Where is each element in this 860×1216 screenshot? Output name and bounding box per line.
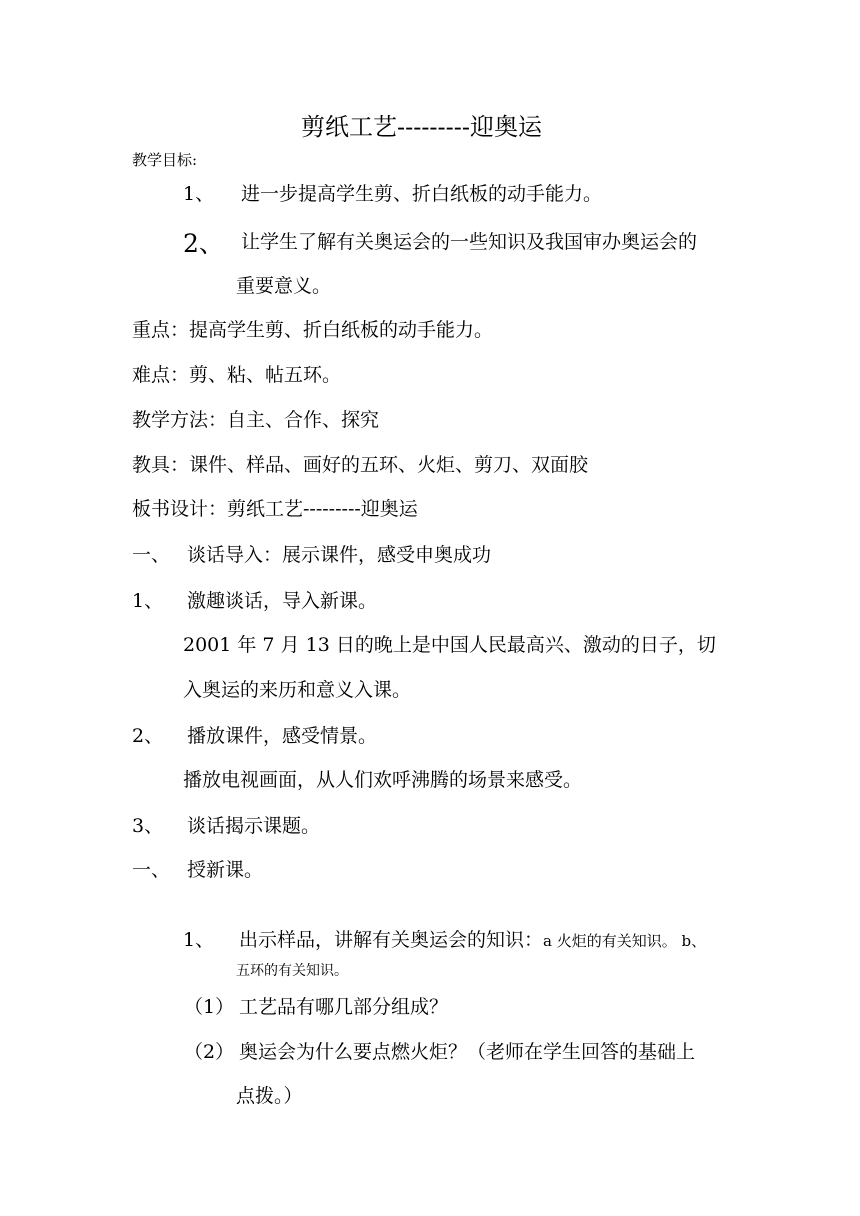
goal1-text: 进一步提高学生剪、折白纸板的动手能力。 bbox=[241, 183, 603, 205]
difficulty: 难点：剪、粘、帖五环。 bbox=[132, 364, 342, 386]
teaching-tools: 教具：课件、样品、画好的五环、火炬、剪刀、双面胶 bbox=[132, 454, 589, 476]
item1-body-line2: 入奥运的来历和意义入课。 bbox=[183, 679, 412, 701]
section1-number: 一、 bbox=[132, 544, 171, 566]
new-lesson-item1-text-small: a 火炬的有关知识。 b、 bbox=[543, 932, 707, 950]
new-lesson-item1-text bbox=[239, 931, 706, 950]
question2-number: （2） bbox=[184, 1041, 235, 1063]
question1-text: 工艺品有哪几部分组成？ bbox=[239, 996, 449, 1018]
question2-text: 奥运会为什么要点燃火炬？（老师在学生回答的基础上 bbox=[239, 1041, 696, 1063]
item3-heading: 谈话揭示课题。 bbox=[187, 815, 321, 837]
section2-heading: 授新课。 bbox=[187, 859, 264, 881]
goal2-text: 让学生了解有关奥运会的一些知识及我国审办奥运会的 bbox=[241, 231, 698, 253]
question2-continuation: 点拨。） bbox=[236, 1085, 303, 1107]
goal2-number: 2、 bbox=[183, 229, 224, 258]
document-title: 剪纸工艺---------迎奥运 bbox=[301, 113, 542, 141]
item2-heading: 播放课件，感受情景。 bbox=[187, 725, 378, 747]
goal2-continuation: 重要意义。 bbox=[236, 275, 332, 297]
item2-body: 播放电视画面，从人们欢呼沸腾的场景来感受。 bbox=[183, 769, 583, 791]
section1-heading: 谈话导入：展示课件，感受申奥成功 bbox=[187, 544, 492, 566]
new-lesson-item1-text-main: 出示样品，讲解有关奥运会的知识： bbox=[239, 929, 544, 951]
item1-body-line1: 2001 年 7 月 13 日的晚上是中国人民最高兴、激动的日子，切 bbox=[183, 634, 716, 656]
goal1-number: 1、 bbox=[183, 183, 215, 205]
new-lesson-item1-continuation: 五环的有关知识。 bbox=[236, 963, 348, 979]
teaching-method: 教学方法：自主、合作、探究 bbox=[132, 409, 380, 431]
goals-heading: 教学目标: bbox=[132, 151, 198, 169]
item1-number: 1、 bbox=[132, 590, 164, 612]
item2-number: 2、 bbox=[132, 725, 164, 747]
item1-heading: 激趣谈话，导入新课。 bbox=[187, 590, 378, 612]
board-design: 板书设计：剪纸工艺---------迎奥运 bbox=[132, 498, 418, 520]
new-lesson-item1-number: 1、 bbox=[183, 929, 215, 951]
question1-number: （1） bbox=[184, 996, 235, 1018]
item3-number: 3、 bbox=[132, 815, 164, 837]
section2-number: 一、 bbox=[132, 859, 171, 881]
key-point: 重点：提高学生剪、折白纸板的动手能力。 bbox=[132, 319, 494, 341]
